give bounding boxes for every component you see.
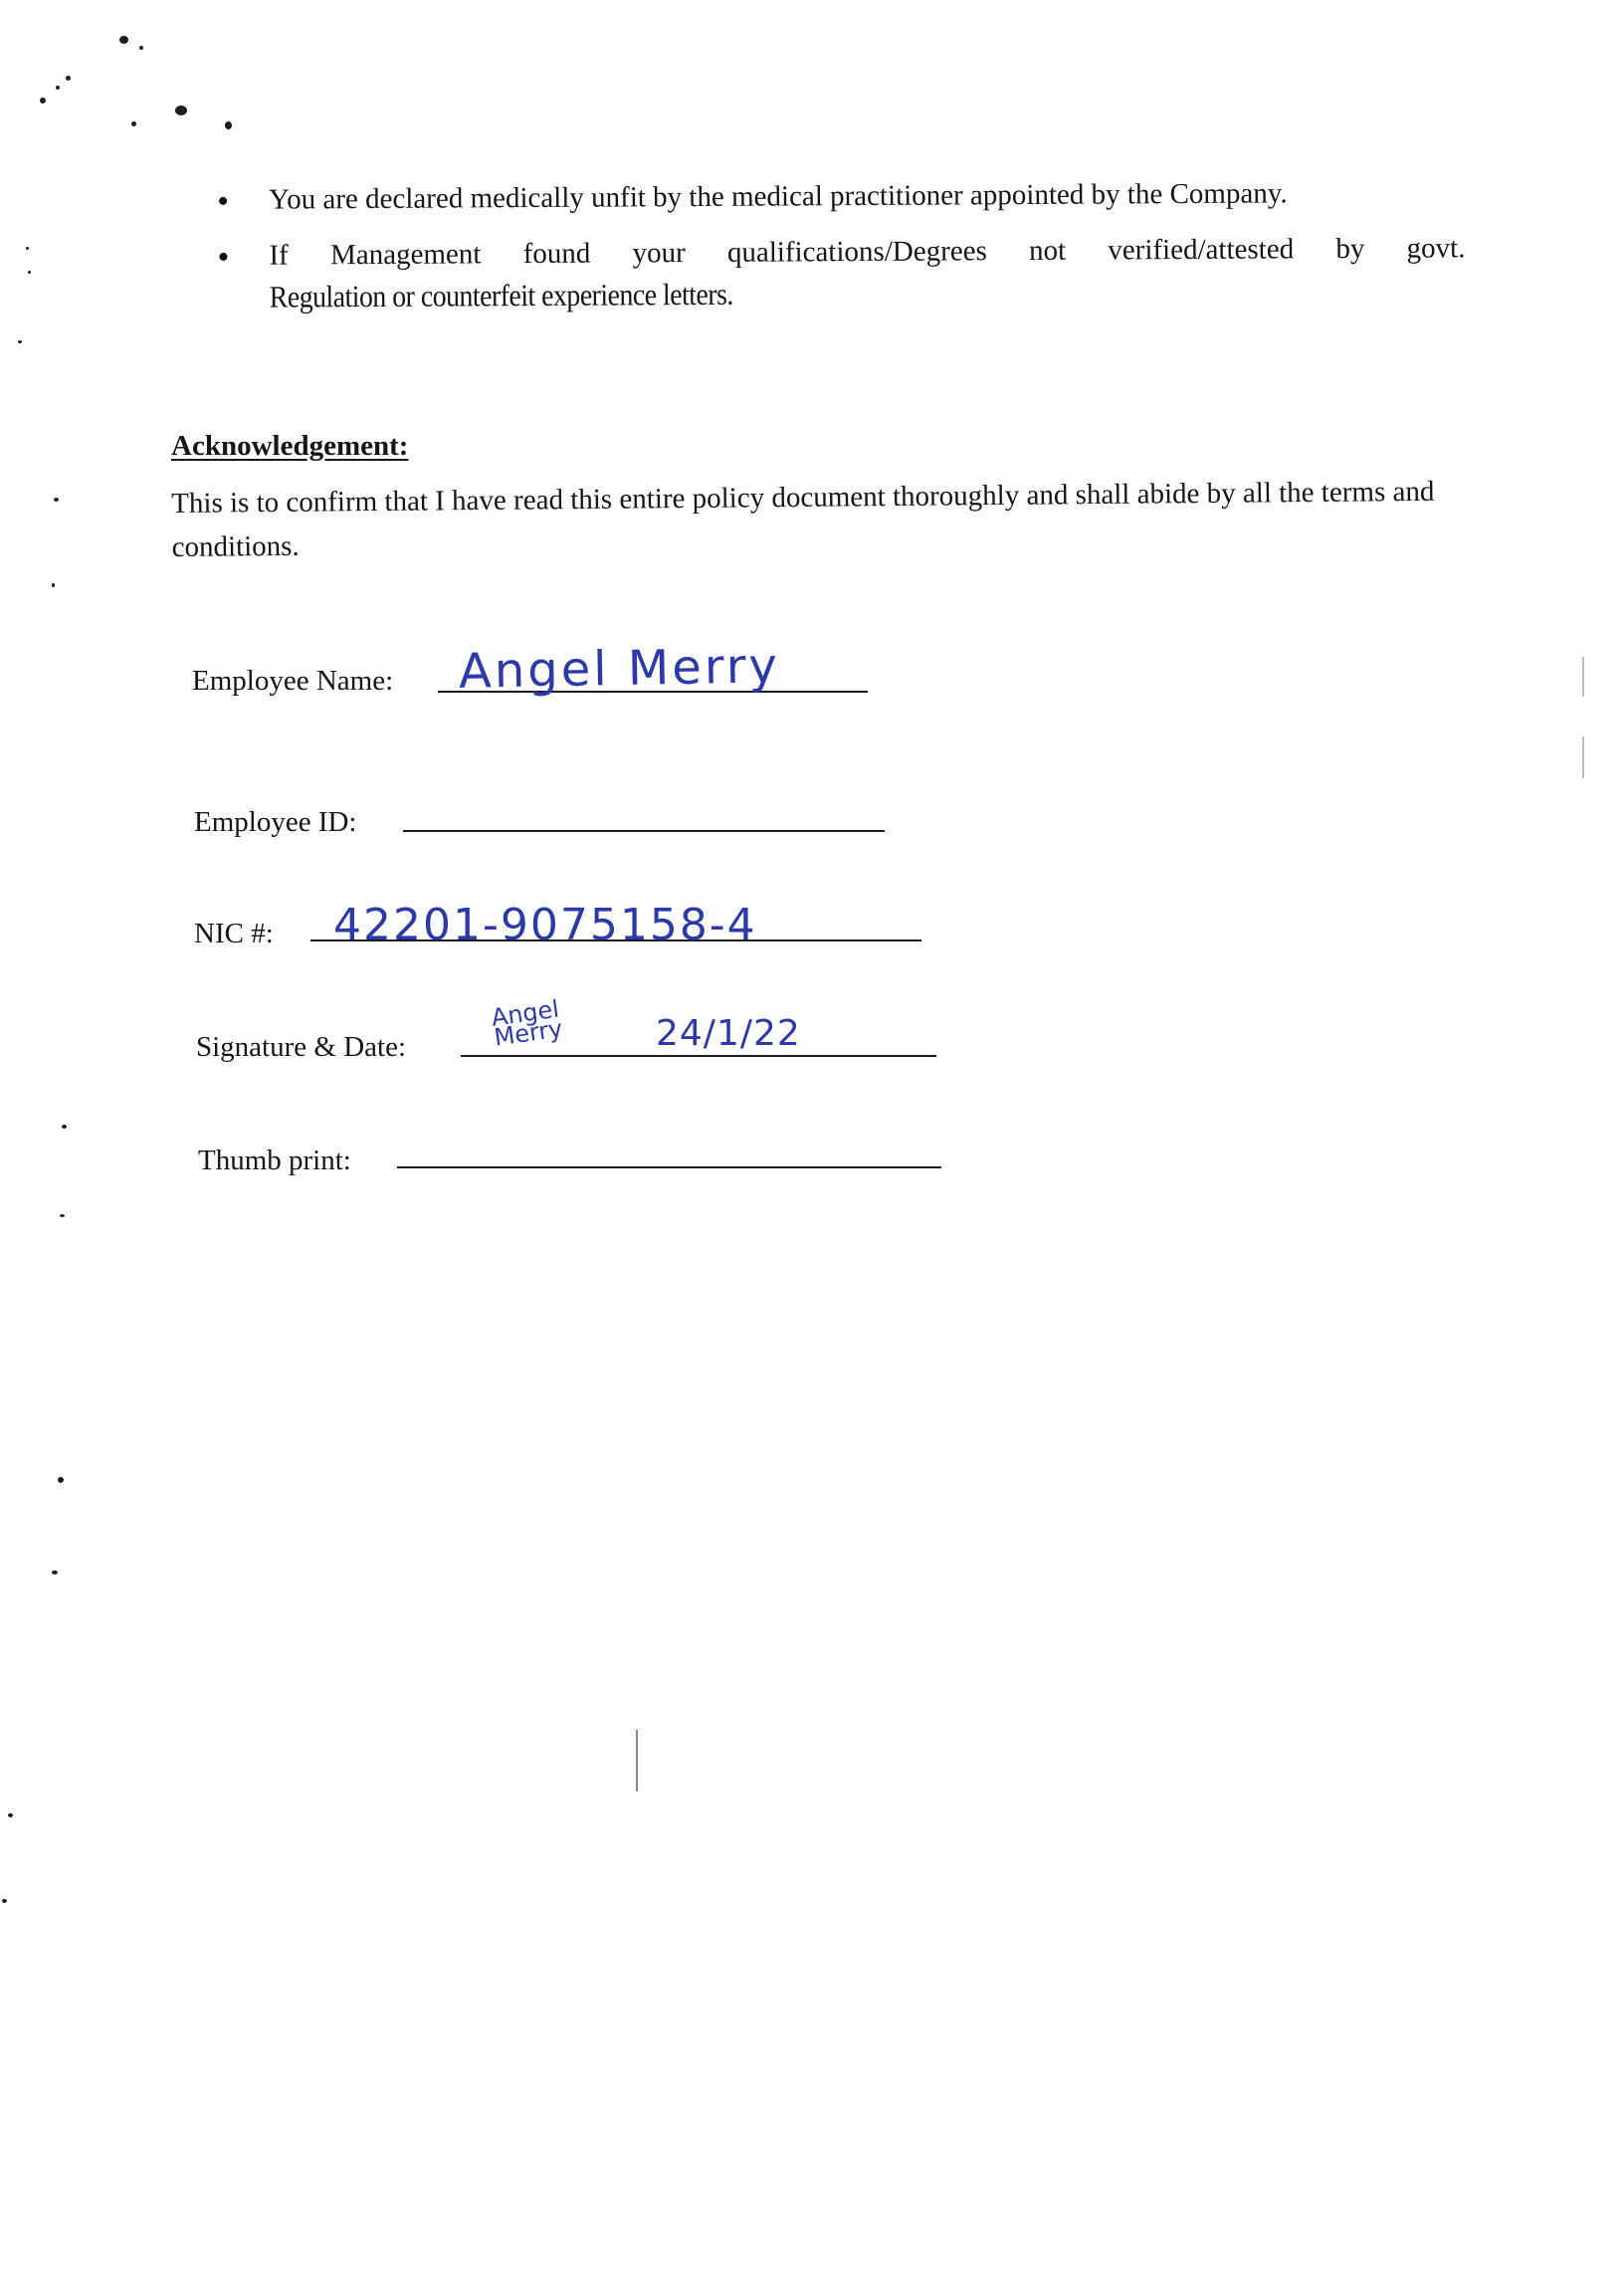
list-item [211, 227, 1465, 318]
signature-date-field [196, 994, 952, 1091]
acknowledgement-heading: Acknowledgement: [171, 430, 409, 462]
scan-speck [28, 271, 31, 274]
scan-line [636, 1730, 638, 1791]
signature-mark: Angel Merry [490, 994, 565, 1052]
scan-speck [60, 1214, 65, 1217]
scan-speck [139, 46, 143, 50]
employee-name-label: Employee Name: [192, 665, 394, 697]
nic-value: 42201-9075158-4 [333, 900, 757, 950]
bullet-text-line1: If Management found your qualifications/Degrees not verified/attested by govt. [269, 232, 1466, 272]
terms-bullet-list [211, 171, 1466, 332]
bullet-icon [219, 197, 227, 205]
signature-date-value: 24/1/22 [656, 1013, 801, 1054]
employee-name-field [192, 638, 889, 725]
scan-speck [2, 1899, 7, 1903]
scan-speck [175, 105, 187, 115]
scan-speck [52, 1570, 58, 1574]
list-item [211, 171, 1465, 221]
scan-line [1582, 736, 1584, 778]
scan-speck [119, 36, 128, 44]
nic-field [194, 900, 950, 967]
scan-speck [18, 340, 22, 343]
acknowledgement-text: This is to confirm that I have read this entire policy document thoroughly and shall abide by all the terms and conditions. [171, 475, 1435, 563]
employee-name-value: Angel Merry [458, 638, 781, 700]
bullet-icon [219, 253, 227, 261]
scan-speck [225, 121, 232, 129]
scan-speck [54, 498, 59, 502]
scan-speck [8, 1813, 13, 1817]
scan-speck [58, 1477, 64, 1483]
employee-id-label: Employee ID: [194, 806, 357, 838]
scan-speck [56, 86, 60, 90]
scan-line [1582, 657, 1584, 697]
nic-label: NIC #: [194, 918, 274, 949]
thumb-print-label: Thumb print: [198, 1145, 351, 1176]
scan-speck [131, 121, 136, 126]
bullet-text-line2: Regulation or counterfeit experience letters. [269, 276, 733, 314]
employee-id-field [194, 806, 891, 846]
bullet-text: You are declared medically unfit by the medical practitioner appointed by the Company. [269, 177, 1288, 216]
signature-date-line [461, 1055, 936, 1057]
employee-id-line [403, 830, 885, 832]
scan-speck [62, 1125, 67, 1129]
thumb-print-line [397, 1166, 941, 1168]
thumb-print-field [198, 1145, 954, 1184]
signature-date-label: Signature & Date: [196, 1031, 407, 1063]
scan-speck [26, 247, 29, 250]
scan-speck [40, 98, 46, 104]
scan-speck [66, 76, 71, 81]
scan-speck [52, 583, 55, 587]
